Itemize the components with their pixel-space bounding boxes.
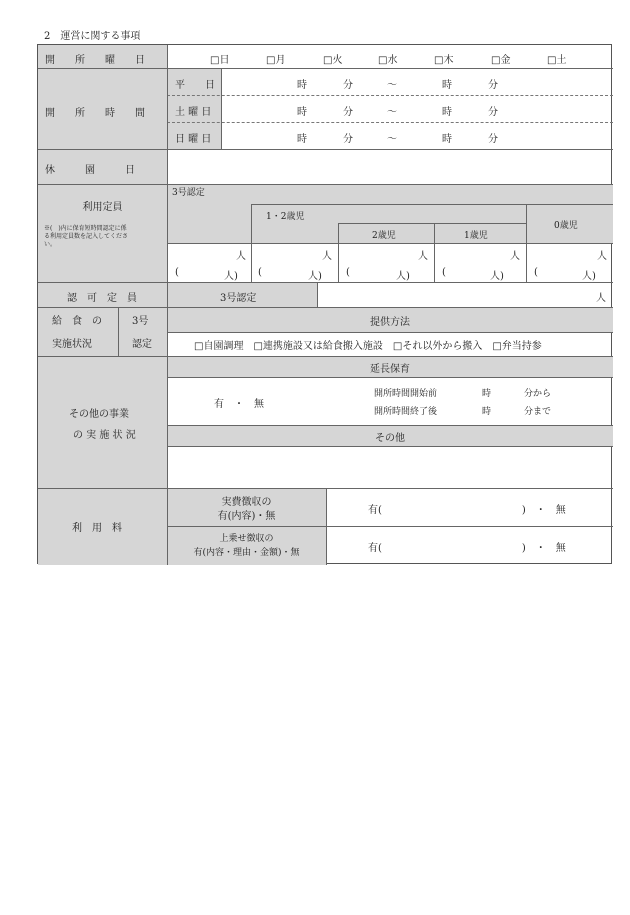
meals-label-line2: 実施状況 [52,339,92,350]
cap-12-paren-open: ( [258,267,262,278]
weekday-end-minute[interactable]: 分 [488,80,498,91]
checkbox-thursday[interactable]: □木 [434,55,454,66]
closed-days-label: 休 園 日 [45,165,135,176]
saturday-tilde: ～ [387,107,397,118]
checkbox-tuesday[interactable]: □火 [323,55,343,66]
actual-cost-label-line2: 有(内容)・無 [217,511,276,522]
age-1-header: 1歳児 [464,231,488,241]
approved-cert3: 3号認定 [220,293,257,304]
extra-fee-label-line2: 有(内容・理由・金額)・無 [193,548,300,558]
capacity-label: 利用定員 [82,202,123,213]
closed-days-field[interactable] [178,161,598,175]
after-close-label: 開所時間終了後 [374,407,438,417]
cap-0-unit: 人 [597,251,607,262]
meals-cert-line1: 3号 [132,316,149,327]
meals-cert-line2: 認定 [132,339,152,350]
meals-method-header: 提供方法 [370,317,410,328]
sunday-tilde: ～ [387,134,397,145]
operations-form [37,44,612,564]
open-days-label: 開 所 曜 日 [45,55,145,66]
cap-total-unit: 人 [236,251,246,262]
cap-2-paren-open: ( [346,267,350,278]
saturday-start-hour[interactable]: 時 [297,107,307,118]
actual-cost-label-line1: 実費徴収の [221,497,272,508]
before-open-hour[interactable]: 時 [482,389,492,399]
saturday-label: 土 曜 日 [175,107,212,118]
extended-yes-no[interactable]: 有 ・ 無 [214,399,264,410]
approved-unit[interactable]: 人 [596,293,606,304]
weekday-start-hour[interactable]: 時 [297,80,307,91]
meals-options[interactable]: □自園調理 □連携施設又は給食搬入施設 □それ以外から搬入 □弁当持参 [194,341,542,352]
checkbox-sunday[interactable]: □日 [210,55,230,66]
other-label-bg [38,356,167,488]
sunday-end-hour[interactable]: 時 [442,134,452,145]
checkbox-wednesday[interactable]: □水 [378,55,398,66]
section-title: 2 運営に関する事項 [44,31,141,42]
age-2-header: 2歳児 [372,231,396,241]
before-open-label: 開所時間開始前 [374,389,438,399]
cap-total-paren-unit[interactable]: 人) [224,271,238,282]
weekday-label: 平 日 [175,80,215,91]
checkbox-friday[interactable]: □金 [491,55,511,66]
cap-1-unit: 人 [510,251,520,262]
approved-label: 認 可 定 員 [67,293,137,304]
actual-cost-value[interactable]: 有( ) ・ 無 [368,505,566,516]
extended-care-header: 延長保育 [370,364,410,375]
extra-fee-label-line1: 上乗せ徴収の [219,534,274,544]
age-0-header: 0歳児 [554,221,578,231]
cap-2-unit: 人 [418,251,428,262]
weekday-end-hour[interactable]: 時 [442,80,452,91]
cap-1-paren-open: ( [442,267,446,278]
meals-label-line1: 給 食 の [52,316,102,327]
before-open-min[interactable]: 分から [524,389,552,399]
cap-1-paren-unit[interactable]: 人) [490,271,504,282]
cap-total-paren-open: ( [175,267,179,278]
sunday-label: 日 曜 日 [175,134,212,145]
cap-2-paren-unit[interactable]: 人) [396,271,410,282]
saturday-start-minute[interactable]: 分 [343,107,353,118]
weekday-start-minute[interactable]: 分 [343,80,353,91]
cap-0-paren-unit[interactable]: 人) [582,271,596,282]
capacity-cert3: 3号認定 [172,188,205,198]
sunday-end-minute[interactable]: 分 [488,134,498,145]
sunday-start-hour[interactable]: 時 [297,134,307,145]
sunday-start-minute[interactable]: 分 [343,134,353,145]
extra-fee-value[interactable]: 有( ) ・ 無 [368,543,566,554]
saturday-end-hour[interactable]: 時 [442,107,452,118]
other-header: その他 [375,433,405,444]
after-close-hour[interactable]: 時 [482,407,492,417]
other-services-label-line1: その他の事業 [69,409,129,420]
after-close-min[interactable]: 分まで [524,407,552,417]
capacity-note: ※( )内に保育短時間認定に係る利用定員数を記入してください。 [44,225,129,248]
cap-12-paren-unit[interactable]: 人) [308,271,322,282]
open-hours-label: 開 所 時 間 [45,108,145,119]
saturday-end-minute[interactable]: 分 [488,107,498,118]
cap-0-paren-open: ( [534,267,538,278]
fees-label: 利 用 料 [72,523,122,534]
other-services-label-line2: の 実 施 状 況 [73,430,136,441]
age-1-2-header: 1・2歳児 [266,212,305,222]
checkbox-saturday[interactable]: □土 [547,55,567,66]
checkbox-monday[interactable]: □月 [266,55,286,66]
cap-12-unit: 人 [322,251,332,262]
weekday-tilde: ～ [387,80,397,91]
